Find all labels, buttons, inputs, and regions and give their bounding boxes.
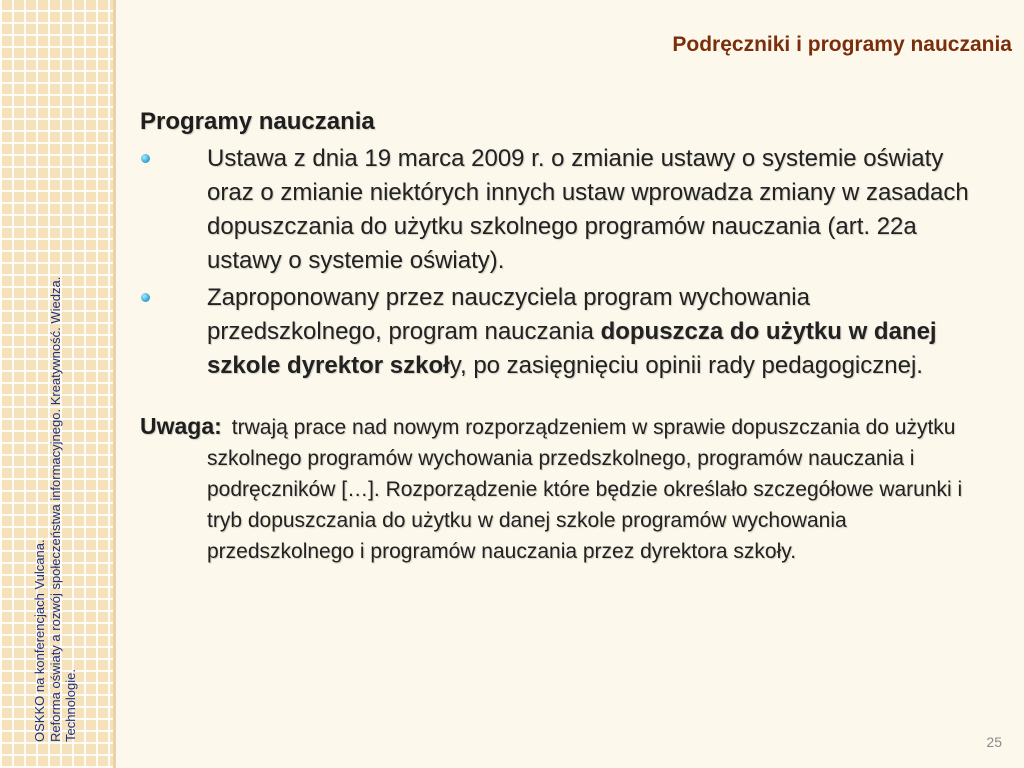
sidebar-caption-line: Technologie. [63, 669, 78, 742]
sidebar-caption [32, 182, 79, 742]
sidebar-edge [113, 0, 116, 768]
sidebar-caption-line: Reforma oświaty a rozwój społeczeństwa informacyjnego. Kreatywność. Wiedza. [47, 276, 63, 742]
bullet-item [140, 142, 990, 278]
note-text: trwają prace nad nowym rozporządzeniem w sprawie dopuszczania do użytku szkolnego programów wychowania przedszkolnego, programów nauczania i podręczników […]. Rozporządzenie które będzie określało szczegółowe warunki i tryb dopuszczania do użytku w danej szkole programów wychowania przedszkolnego i programów nauczania przez dyrektora szkoły. [207, 416, 963, 563]
slide-content [140, 108, 990, 567]
sidebar-caption-line: OSKKO na konferencjach Vulcana. [32, 539, 47, 742]
bullet-item [140, 281, 990, 383]
section-heading: Programy nauczania [140, 108, 375, 135]
note-paragraph [140, 411, 990, 567]
bullet-text-part: Zaproponowany przez nauczyciela program wychowania przedszkolnego, program nauczania [207, 284, 810, 345]
bullet-text-emphasis: dopuszcza do użytku w danej szkole dyrektor szkoł [207, 318, 937, 379]
slide-title: Podręczniki i programy nauczania [672, 33, 1012, 56]
note-label: Uwaga: [140, 413, 222, 439]
bullet-dot-icon [141, 293, 150, 302]
bullet-text-part: y, po zasięgnięciu opinii rady pedagogicznej. [449, 352, 923, 379]
slide-number: 25 [986, 734, 1002, 750]
bullet-dot-icon [141, 154, 150, 163]
bullet-text [207, 281, 990, 383]
bullet-text: Ustawa z dnia 19 marca 2009 r. o zmianie ustawy o systemie oświaty oraz o zmianie niektórych innych ustaw wprowadza zmiany w zasadach dopuszczania do użytku szkolnego programów nauczania (art. 22a ustawy o systemie oświaty). [207, 145, 969, 274]
